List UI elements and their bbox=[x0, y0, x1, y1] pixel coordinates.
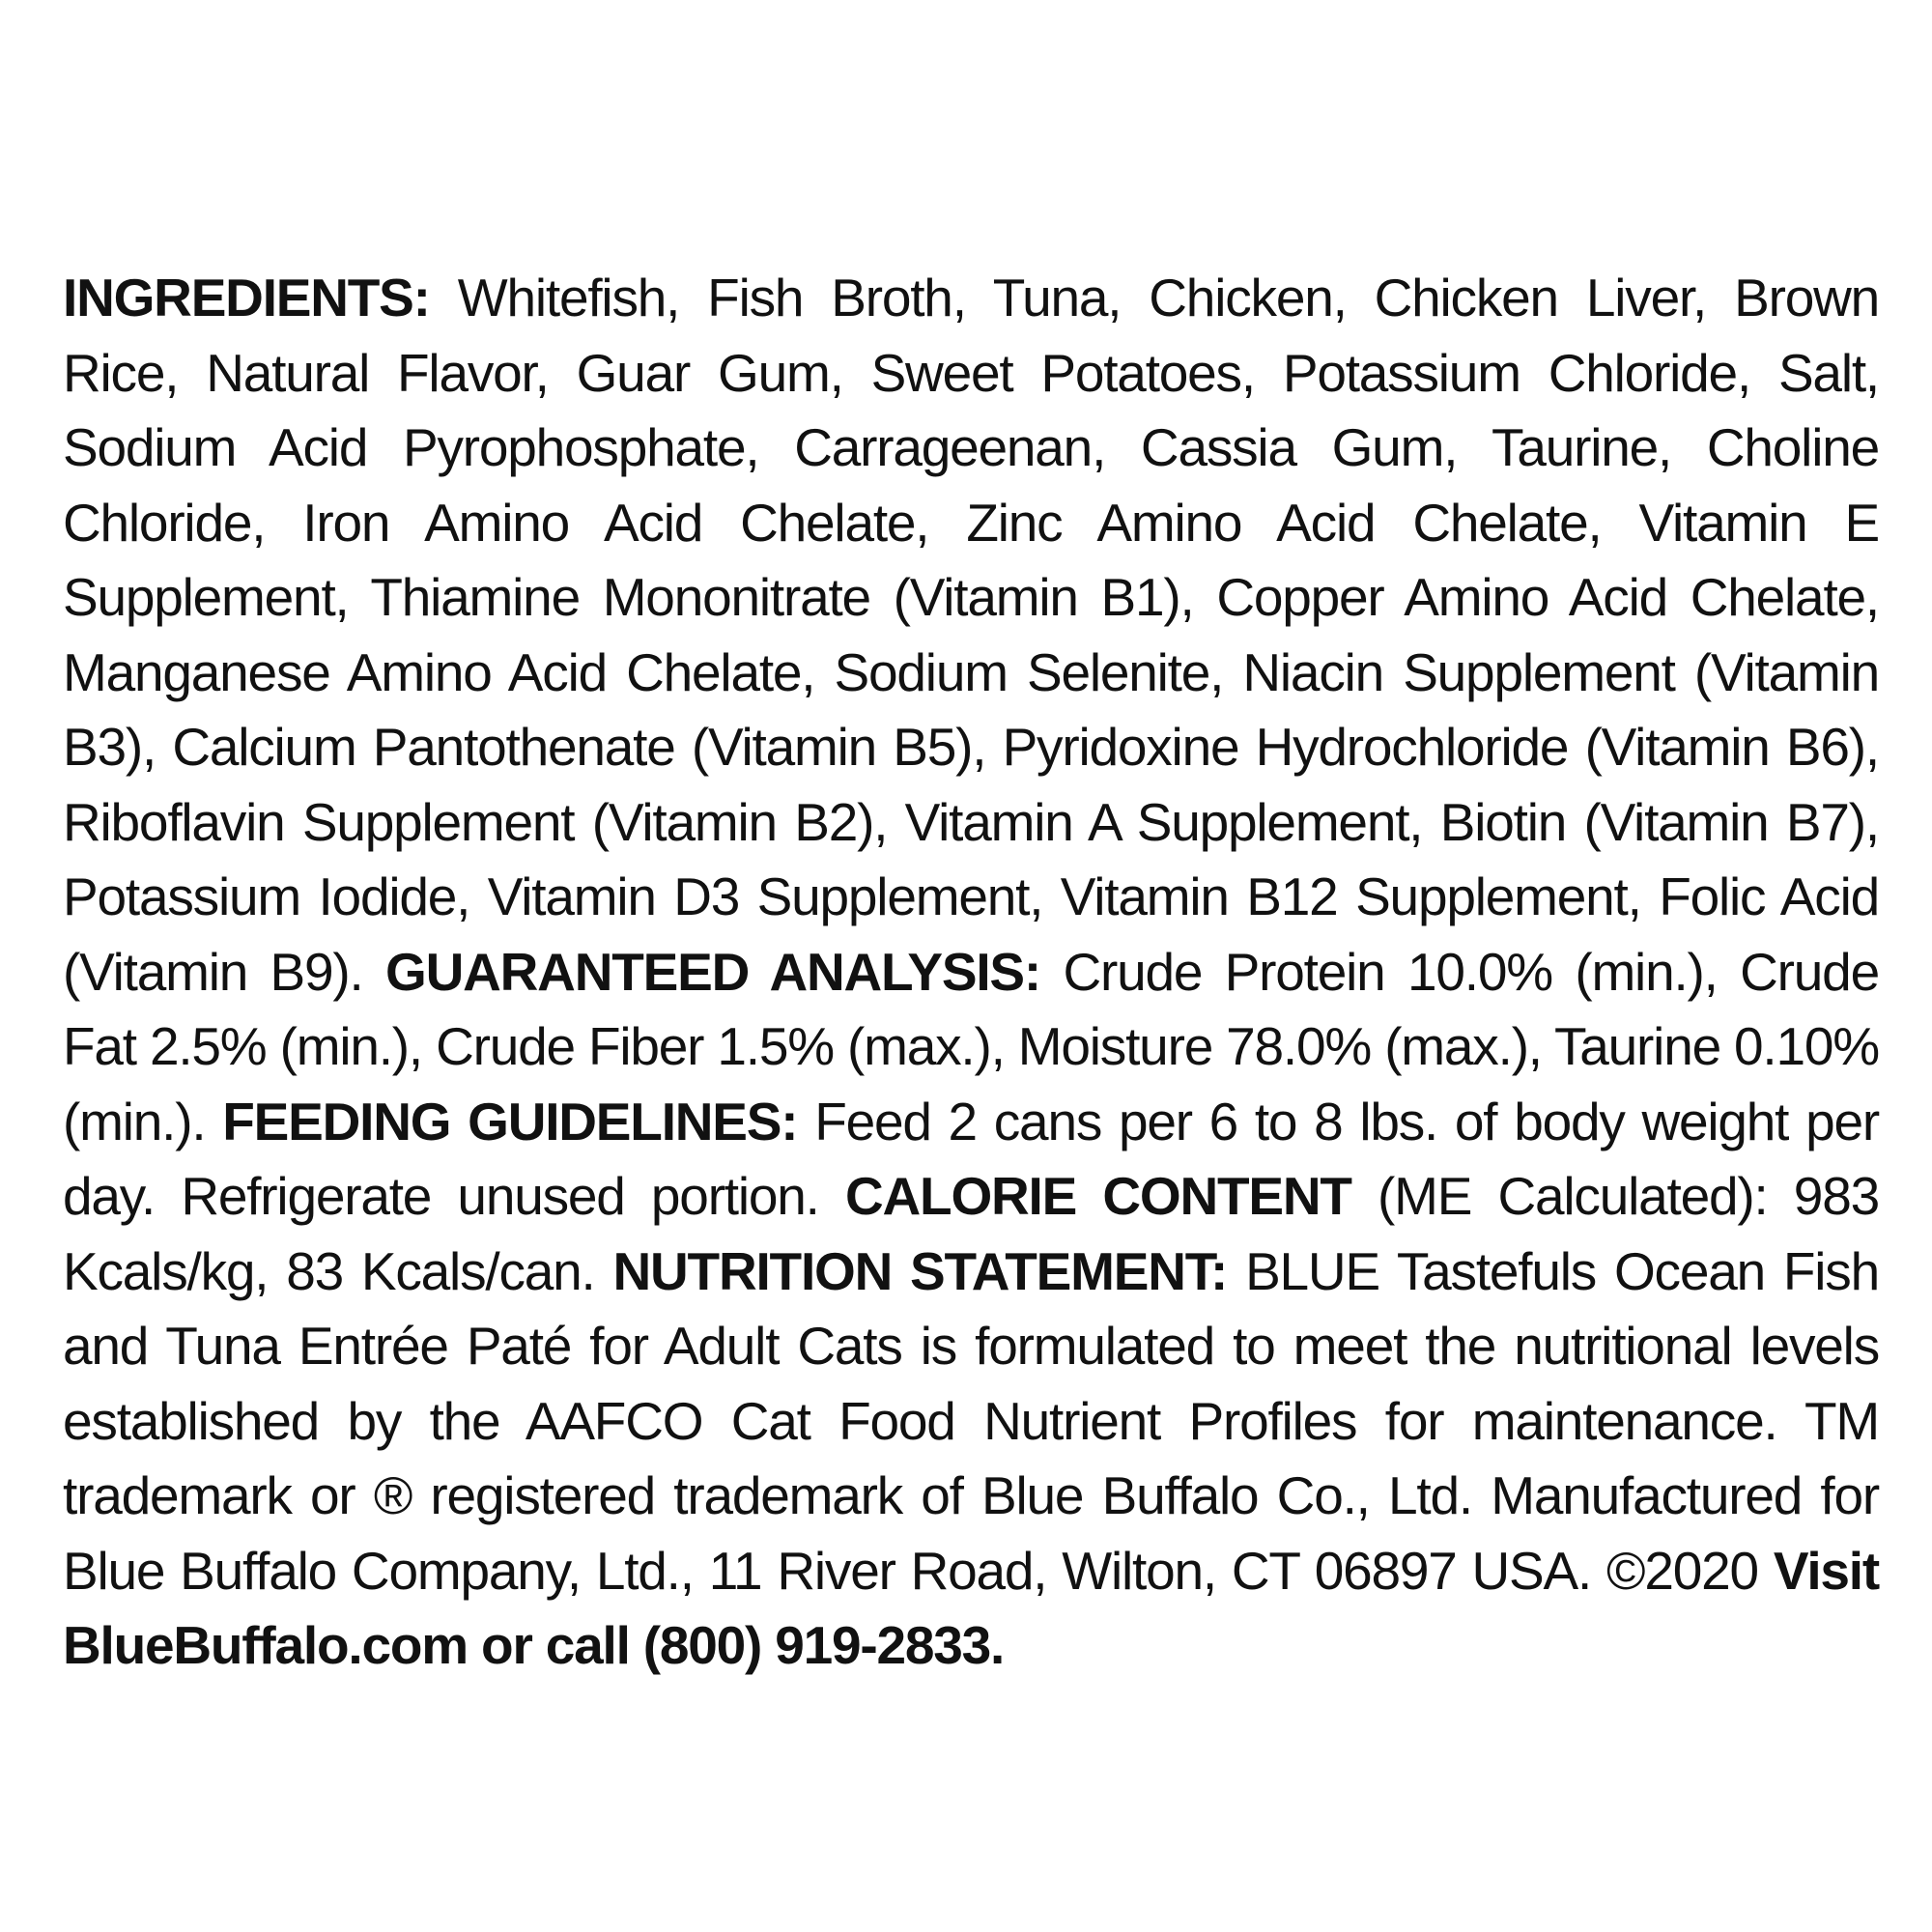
calorie-content-heading: CALORIE CONTENT bbox=[845, 1166, 1351, 1226]
ingredients-list: Whitefish, Fish Broth, Tuna, Chicken, Chicken Liver, Brown Rice, Natural Flavor, Guar Gum, Sweet Potatoes, Potassium Chloride, Salt, Sodium Acid Pyrophosphate, Carrageenan, Cassia Gum, Taurine, Choline Chloride, Iron Amino Acid Chelate, Zinc Amino Acid Chelate, Vitamin E Supplement, Thiamine Mononitrate (Vitamin B1), Copper Amino Acid Chelate, Manganese Amino Acid Chelate, Sodium Selenite, Niacin Supplement (Vitamin B3), Calcium Pantothenate (Vitamin B5), Pyridoxine Hydrochloride (Vitamin B6), Riboflavin Supplement (Vitamin B2), Vitamin A Supplement, Biotin (Vitamin B7), Potassium Iodide, Vitamin D3 Supplement, Vitamin B12 Supplement, Folic Acid (Vitamin B9). bbox=[63, 268, 1879, 1002]
nutrition-statement-heading: NUTRITION STATEMENT: bbox=[612, 1240, 1228, 1301]
feeding-guidelines-text: Feed 2 cans per 6 to 8 lbs. of body weight per day. Refrigerate unused portion. bbox=[63, 1091, 1879, 1226]
calorie-content-text: (ME Calculated): 983 Kcals/kg, 83 Kcals/can. bbox=[63, 1166, 1879, 1301]
guaranteed-analysis-heading: GUARANTEED ANALYSIS: bbox=[385, 941, 1041, 1002]
ingredient-label-text bbox=[63, 261, 1879, 1684]
guaranteed-analysis-text: Crude Protein 10.0% (min.), Crude Fat 2.5% (min.), Crude Fiber 1.5% (max.), Moisture 78.0% (max.), Taurine 0.10% (min.). bbox=[63, 941, 1879, 1151]
feeding-guidelines-heading: FEEDING GUIDELINES: bbox=[222, 1091, 798, 1151]
ingredients-heading: INGREDIENTS: bbox=[63, 268, 430, 327]
nutrition-statement-text: BLUE Tastefuls Ocean Fish and Tuna Entrée Paté for Adult Cats is formulated to meet the nutritional levels established by the AAFCO Cat Food Nutrient Profiles for maintenance. TM trademark or ® registered trademark of Blue Buffalo Co., Ltd. Manufactured for Blue Buffalo Company, Ltd., 11 River Road, Wilton, CT 06897 USA. ©2020 bbox=[63, 1240, 1879, 1601]
contact-info: Visit BlueBuffalo.com or call (800) 919-2833. bbox=[63, 1540, 1879, 1675]
